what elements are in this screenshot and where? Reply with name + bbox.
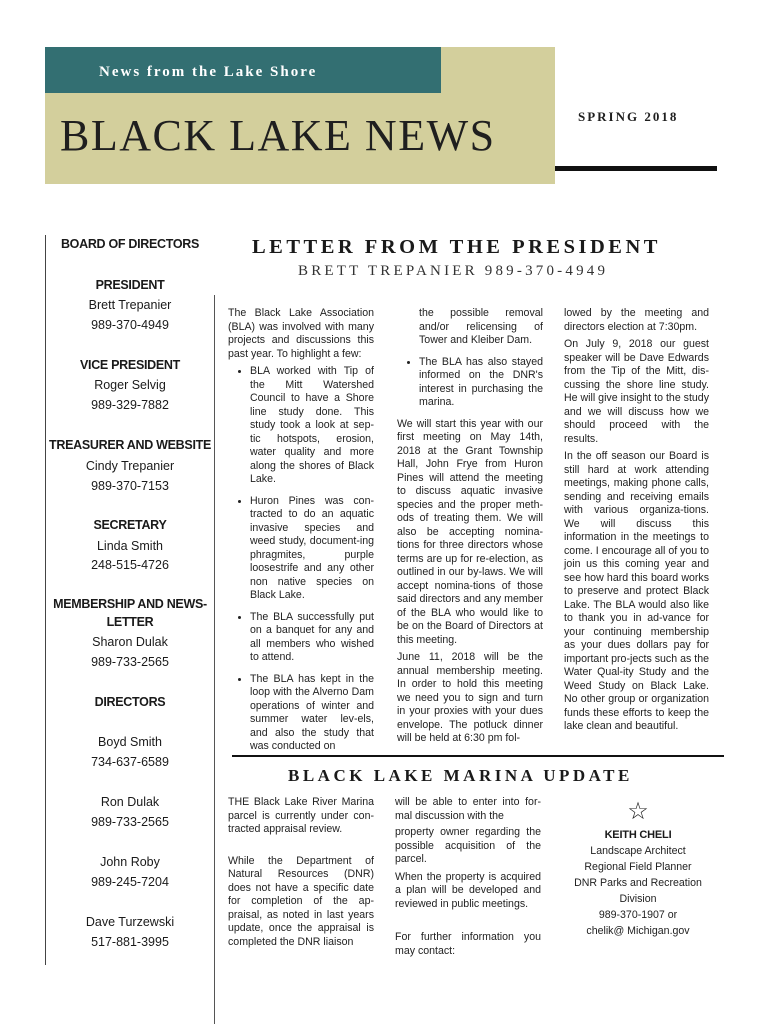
secretary-name: Linda Smith [96,539,163,553]
letter-column-3 [564,307,709,738]
list-item: • The BLA has kept in the loop with the Alverno Dam operations of winter and summer water lev-els, and also the study that was conducted on [250,673,374,754]
director-name: Dave Turzewski [85,915,175,929]
paragraph: THE Black Lake River Marina parcel is currently under con-tracted appraisal review. [228,796,374,835]
letter-title: LETTER FROM THE PRESIDENT [252,236,661,258]
meeting-paragraph: We will start this year with our first meeting on May 14th, 2018 at the Grant Township Hall, John Frye from Huron Pines will attend the meeting to discuss aquatic invasive species and the proper meth-ods of treating them. We will also be accepting nomina-tions for three directors whose terms are up for re-election, as outlined in our by-laws. We will accept nomina-tions of those said directors and any member of the BLA who would like to be on the Board of Directors at this meeting. [397,417,543,646]
director-name: Boyd Smith [98,735,162,749]
marina-title: BLACK LAKE MARINA UPDATE [288,766,633,785]
list-item: • The BLA has also stayed informed on the DNR's interest in purchasing the marina. [419,356,543,410]
director-phone: 989-245-7204 [91,875,169,889]
off-season-paragraph: In the off season our Board is still hard at work attending meetings, making phone calls, sending and receiving emails with various organiza-tions. We will discuss this information in the meetings to come. I encourage all of you to join us this coming year and see how hard this board works to preserve and protect Black Lake. The BLA would also like to thank you in ad-vance for your continuing membership as your dues dollars pay for important pro-jects such as the Water Qual-ity Study and the Weed Study on Black Lake. No other group or organization funds these efforts to keep the lake clean and beautiful. [564,450,709,732]
marina-section-rule [232,755,724,757]
marina-column-1 [228,796,374,953]
guest-speaker-paragraph: On July 9, 2018 our guest speaker will be Dave Edwards from the Tip of the Mitt, dis-cussing the shore line study. He will give insight to the study and we will discuss how we should proceed with the results. [564,338,709,445]
vice-president-phone: 989-329-7882 [91,398,169,412]
contact-name: KEITH CHELI [604,829,672,841]
contact-phone: 989-370-1907 or [598,909,678,921]
contact-department: Division [619,893,657,905]
masthead-tagline: News from the Lake Shore [99,64,318,80]
marina-column-2 [395,796,541,962]
director-name: Ron Dulak [100,795,160,809]
contact-title: Landscape Architect [590,845,686,857]
letter-byline: BRETT TREPANIER 989-370-4949 [298,263,609,279]
contact-card [563,800,713,939]
directors-heading: DIRECTORS [94,695,166,709]
letter-intro: The Black Lake Association (BLA) was involved with many projects and discussions this past year. To highlight a few: [228,307,374,360]
treasurer-role: TREASURER AND WEBSITE [49,438,211,452]
secretary-phone: 248-515-4726 [91,558,169,572]
paragraph: When the property is acquired a plan will be developed and reviewed in public meetings. [395,870,541,910]
membership-meeting-paragraph: June 11, 2018 will be the annual membership meeting. In order to hold this meeting we need you to sign and turn in your proxies with your dues envelope. The potluck dinner will be held at 6:30 pm fol- [397,651,543,744]
star-outline-icon: ☆ [627,798,649,825]
director-phone: 734-637-6589 [91,755,169,769]
newsletter-title: BLACK LAKE NEWS [60,111,496,160]
secretary-role: SECRETARY [93,518,167,532]
contact-title: Regional Field Planner [584,861,692,873]
president-name: Brett Trepanier [88,298,172,312]
membership-role-line1: MEMBERSHIP AND NEWS- [53,597,207,611]
vice-president-name: Roger Selvig [94,378,166,392]
masthead-rule [555,166,717,171]
membership-role-line2: LETTER [106,615,154,629]
director-name: John Roby [100,855,160,869]
issue-date: SPRING 2018 [578,109,679,124]
list-continuation: the possible removal and/or relicensing of Tower and Kleiber Dam. [419,307,543,346]
letter-column-1 [228,307,374,762]
treasurer-name: Cindy Trepanier [85,459,175,473]
president-phone: 989-370-4949 [91,318,169,332]
director-phone: 517-881-3995 [91,935,169,949]
paragraph: property owner regarding the possible acquisition of the parcel. [395,826,541,865]
paragraph: will be able to enter into for-mal discussion with the [395,796,541,822]
contact-intro: For further information you may contact: [395,931,541,957]
vice-president-role: VICE PRESIDENT [80,358,180,372]
list-item: • Huron Pines was con-tracted to do an aquatic invasive species and weed study, document-ing phragmites, purple loosestrife and any other non native species on Black Lake. [250,495,374,603]
paragraph: While the Department of Natural Resources (DNR) does not have a specific date for completion of the ap-praisal, as noted in last years update, once the appraisal is completed the DNR liaison [228,854,374,948]
membership-name: Sharon Dulak [92,635,168,649]
paragraph: lowed by the meeting and directors election at 7:30pm. [564,307,709,333]
contact-email: chelik@ Michigan.gov [586,925,690,937]
highlights-list [228,365,374,754]
president-role: PRESIDENT [95,278,165,292]
director-phone: 989-733-2565 [91,815,169,829]
letter-column-2 [397,307,543,750]
membership-phone: 989-733-2565 [91,655,169,669]
highlights-list-continued [397,356,543,410]
list-item: • BLA worked with Tip of the Mitt Watershed Council to have a Shore line study done. This study took a look at sep-tic hotspots, erosion, water quality and more along the shores of Black Lake. [250,365,374,487]
contact-department: DNR Parks and Recreation [574,877,702,889]
treasurer-phone: 989-370-7153 [91,479,169,493]
list-item: • The BLA successfully put on a banquet for any and all members who wished to attend. [250,611,374,665]
board-heading: BOARD OF DIRECTORS [60,237,200,251]
